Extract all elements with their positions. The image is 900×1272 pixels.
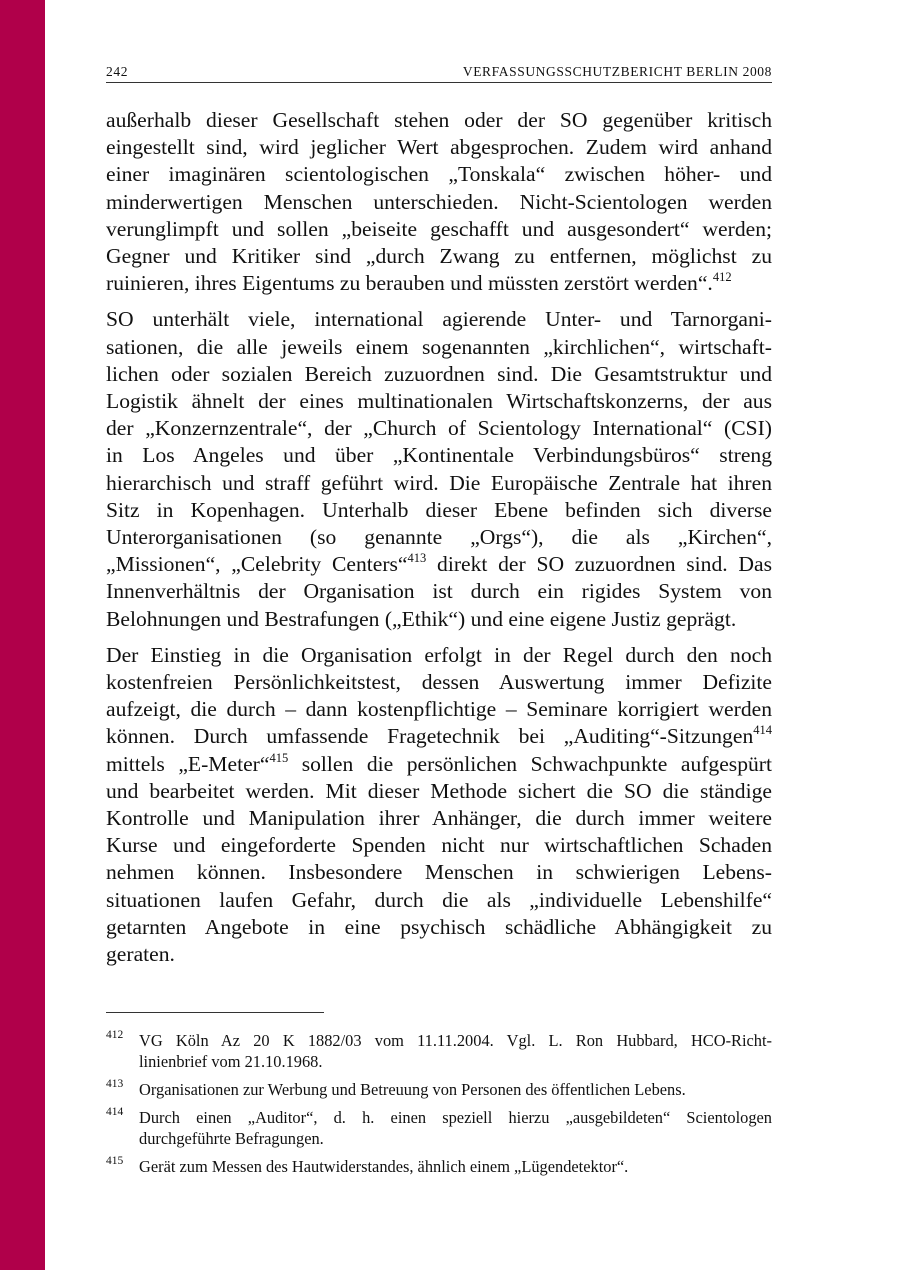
page-number: 242 (106, 64, 129, 79)
footnote-415 (106, 1156, 772, 1177)
footnote-412 (106, 1030, 772, 1072)
text-line: Kontrolle und Manipulation ihrer Anhänger, die durch immer weitere (106, 806, 772, 831)
footnote-number: 414 (106, 1106, 124, 1118)
footnote-line: Organisationen zur Werbung und Betreuung von Personen des öffentlichen Lebens. (139, 1080, 686, 1099)
text-line: Logistik ähnelt der eines multinationalen Wirtschaftskonzerns, der aus (106, 389, 772, 414)
footnote-line: Durch einen „Auditor“, d. h. einen speziell hierzu „ausgebildeten“ Scientologen (139, 1108, 772, 1127)
footnote-413 (106, 1079, 772, 1100)
text-line: geraten. (106, 942, 175, 967)
text-line: getarnten Angebote in eine psychisch schädliche Abhängigkeit zu (106, 914, 772, 939)
text-line (106, 551, 772, 578)
footnote-number: 415 (106, 1155, 124, 1167)
footnote-line: VG Köln Az 20 K 1882/03 vom 11.11.2004. Vgl. L. Ron Hubbard, HCO-Richt- (139, 1031, 772, 1050)
text-fragment: mittels „E-Meter“ (106, 751, 270, 776)
footnote-414 (106, 1107, 772, 1149)
text-line: eingestellt sind, wird jeglicher Wert abgesprochen. Zudem wird anhand (106, 135, 772, 160)
text-line: situationen laufen Gefahr, durch die als „individuelle Lebenshilfe“ (106, 887, 772, 912)
text-line: Kurse und eingeforderte Spenden nicht nur wirtschaftlichen Schaden (106, 833, 772, 858)
footnote-line: linienbrief vom 21.10.1968. (139, 1052, 323, 1071)
text-line: der „Konzernzentrale“, der „Church of Scientology International“ (CSI) (106, 416, 772, 441)
text-fragment: ruinieren, ihres Eigentums zu berauben und müssten zerstört werden“. (106, 271, 713, 296)
text-fragment: direkt der SO zuzuordnen sind. Das (426, 552, 772, 577)
text-line: aufzeigt, die durch – dann kostenpflichtige – Seminare korrigiert werden (106, 697, 772, 722)
running-title: VERFASSUNGSSCHUTZBERICHT BERLIN 2008 (462, 64, 772, 79)
text-line: sationen, die alle jeweils einem sogenannten „kirchlichen“, wirtschaft- (106, 334, 772, 359)
text-line: einer imaginären scientologischen „Tonskala“ zwischen höher- und (106, 162, 772, 187)
text-line: Belohnungen und Bestrafungen („Ethik“) und eine eigene Justiz geprägt. (106, 606, 737, 631)
text-line: außerhalb dieser Gesellschaft stehen oder der SO gegenüber kritisch (106, 108, 772, 132)
text-line: lichen oder sozialen Bereich zuzuordnen sind. Die Gesamtstruktur und (106, 361, 772, 386)
text-fragment: können. Durch umfassende Fragetechnik bei „Auditing“-Sitzungen (106, 724, 754, 749)
text-line: Innenverhältnis der Organisation ist durch ein rigides System von (106, 579, 772, 604)
footnote-number: 413 (106, 1078, 124, 1090)
footnote-separator (106, 1012, 324, 1013)
text-line (106, 723, 772, 750)
footnote-ref-415[interactable]: 415 (269, 750, 289, 765)
text-line: nehmen können. Insbesondere Menschen in schwierigen Lebens- (106, 860, 772, 885)
text-line: Gegner und Kritiker sind „durch Zwang zu entfernen, möglichst zu (106, 244, 772, 269)
text-line: SO unterhält viele, international agierende Unter- und Tarnorgani- (106, 307, 772, 332)
footnotes (106, 1030, 772, 1184)
text-line: hierarchisch und straff geführt wird. Die Europäische Zentrale hat ihren (106, 470, 772, 495)
text-line: in Los Angeles und über „Kontinentale Verbindungsbüros“ streng (106, 443, 772, 468)
body-text (106, 107, 772, 977)
text-line: und bearbeitet werden. Mit dieser Methode sichert die SO die ständige (106, 778, 772, 803)
text-line: verunglimpft und sollen „beiseite geschafft und ausgesondert“ werden; (106, 216, 772, 241)
footnote-line: Gerät zum Messen des Hautwiderstandes, ähnlich einem „Lügendetektor“. (139, 1157, 629, 1176)
text-line (106, 751, 772, 778)
paragraph-2 (106, 306, 772, 632)
text-line: minderwertigen Menschen unterschieden. Nicht-Scientologen werden (106, 189, 772, 214)
paragraph-1 (106, 107, 772, 297)
text-fragment: sollen die persönlichen Schwachpunkte aufgespürt (288, 751, 772, 776)
running-header (106, 62, 772, 83)
text-line: Sitz in Kopenhagen. Unterhalb dieser Ebene befinden sich diverse (106, 497, 772, 522)
footnote-ref-414[interactable]: 414 (753, 723, 772, 738)
text-line: Der Einstieg in die Organisation erfolgt in der Regel durch den noch (106, 642, 772, 667)
text-line (106, 270, 772, 297)
text-line: kostenfreien Persönlichkeitstest, dessen Auswertung immer Defizite (106, 670, 772, 695)
footnote-ref-412[interactable]: 412 (712, 270, 732, 285)
footnote-number: 412 (106, 1029, 124, 1041)
paragraph-3 (106, 642, 772, 968)
text-line: Unterorganisationen (so genannte „Orgs“), die als „Kirchen“, (106, 525, 772, 550)
footnote-ref-413[interactable]: 413 (407, 551, 427, 566)
text-fragment: „Missionen“, „Celebrity Centers“ (106, 552, 408, 577)
side-color-bar (0, 0, 45, 1270)
footnote-line: durchgeführte Befragungen. (139, 1129, 324, 1148)
